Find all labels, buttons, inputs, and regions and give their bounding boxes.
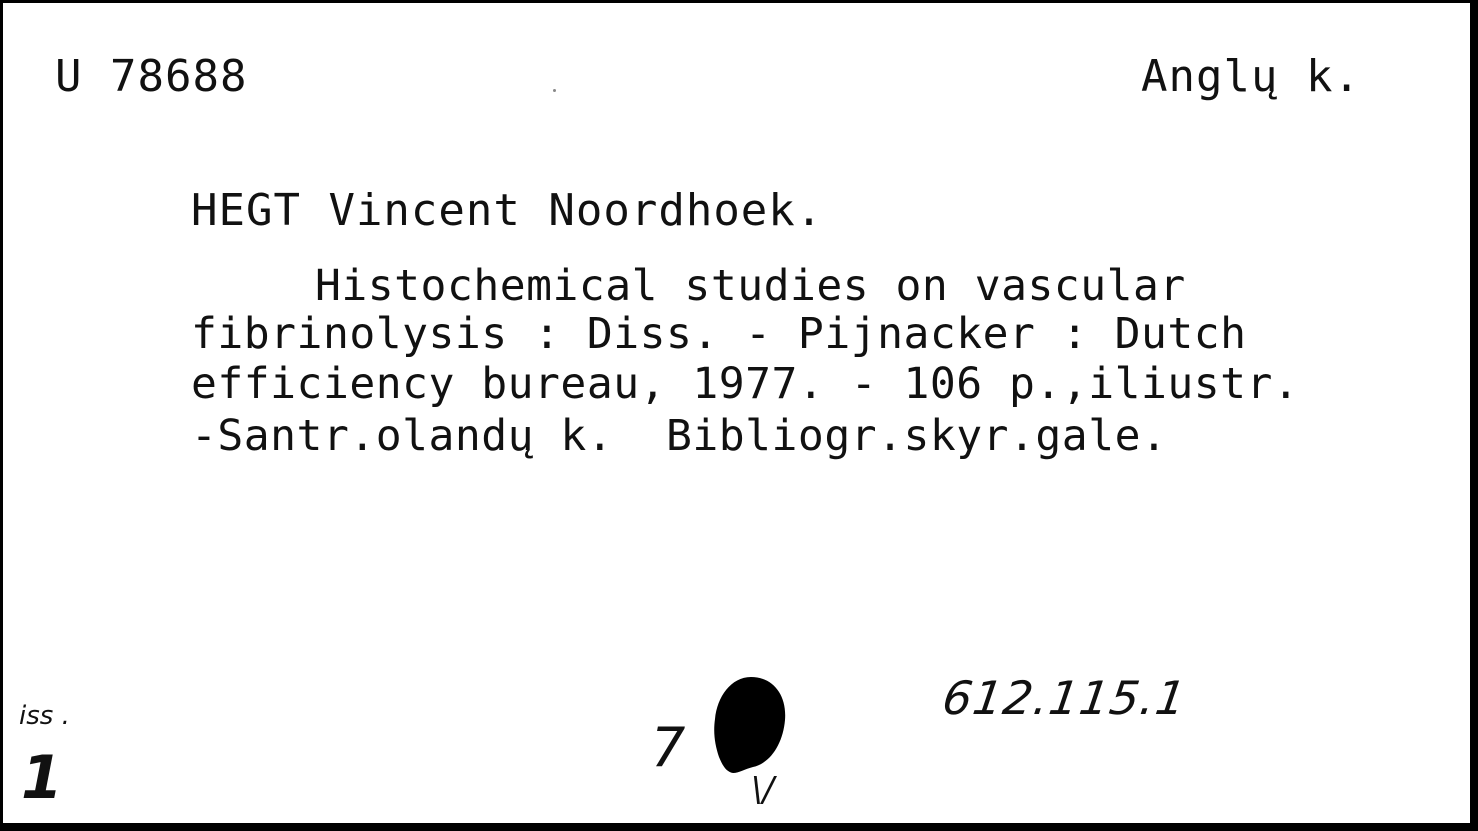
handwritten-corner-digit: 1	[21, 743, 63, 813]
handwritten-seven-mark: 7	[651, 716, 686, 779]
ink-speck	[553, 89, 556, 92]
call-number: U 78688	[55, 51, 248, 102]
description-line: -Santr.olandų k. Bibliogr.skyr.gale.	[191, 411, 1168, 461]
ink-dot-icon	[713, 675, 789, 775]
description-line: efficiency bureau, 1977. - 106 p.,iliustr.	[191, 359, 1300, 409]
handwritten-corner-note: iss .	[19, 701, 70, 731]
handwritten-v-mark: \/	[751, 770, 774, 810]
author-heading: HEGT Vincent Noordhoek.	[191, 185, 824, 236]
classification-number: 612.115.1	[939, 671, 1190, 725]
description-line: fibrinolysis : Diss. - Pijnacker : Dutch	[191, 309, 1247, 359]
description-line: Histochemical studies on vascular	[315, 261, 1186, 311]
language-note: Anglų k.	[1141, 51, 1361, 102]
